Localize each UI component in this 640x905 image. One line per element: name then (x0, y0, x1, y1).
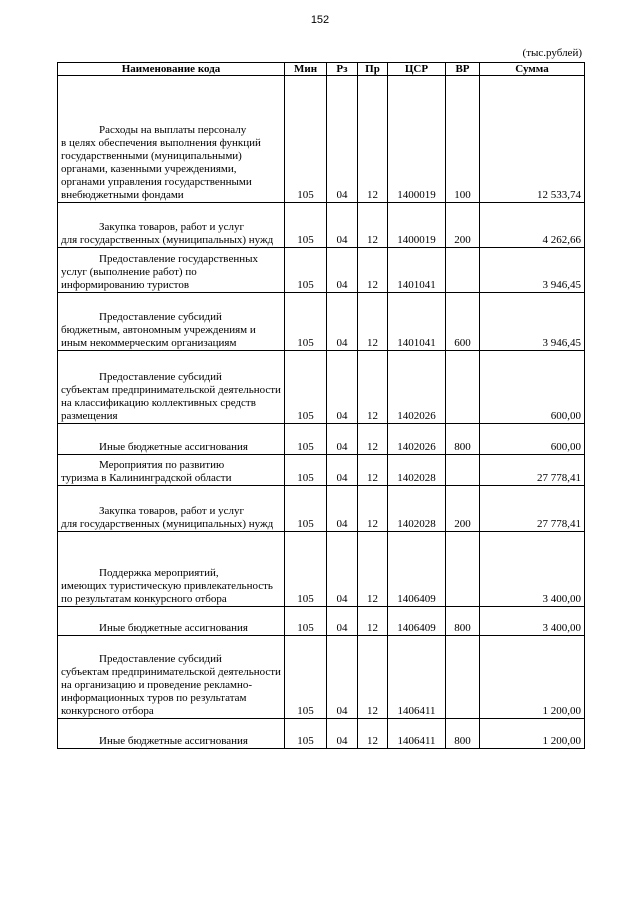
cell-rz: 04 (327, 719, 358, 749)
header-sum: Сумма (480, 63, 585, 76)
cell-min: 105 (285, 636, 327, 719)
cell-sum: 3 946,45 (480, 293, 585, 351)
cell-sum: 600,00 (480, 351, 585, 424)
cell-pr: 12 (358, 607, 388, 636)
table-header-row (58, 63, 585, 76)
table-row (58, 248, 585, 293)
cell-name (58, 248, 285, 293)
cell-min: 105 (285, 719, 327, 749)
cell-csr: 1400019 (388, 203, 446, 248)
cell-sum: 3 946,45 (480, 248, 585, 293)
cell-pr: 12 (358, 719, 388, 749)
cell-csr: 1400019 (388, 76, 446, 203)
cell-vr (446, 636, 480, 719)
table-row (58, 293, 585, 351)
cell-name-rest: туризма в Калининградской области (61, 472, 232, 484)
cell-sum: 600,00 (480, 424, 585, 455)
cell-name-first-line: Закупка товаров, работ и услуг (99, 505, 244, 517)
cell-name-first-line: Мероприятия по развитию (99, 459, 225, 471)
cell-name (58, 76, 285, 203)
cell-vr: 600 (446, 293, 480, 351)
units-label: (тыс.рублей) (522, 47, 582, 59)
cell-csr: 1406411 (388, 719, 446, 749)
cell-rz: 04 (327, 76, 358, 203)
cell-csr: 1402026 (388, 424, 446, 455)
cell-name (58, 424, 285, 455)
table-row (58, 424, 585, 455)
cell-name-first-line: Предоставление субсидий (99, 653, 222, 665)
header-vr: ВР (446, 63, 480, 76)
cell-min: 105 (285, 203, 327, 248)
cell-name-first-line: Иные бюджетные ассигнования (99, 622, 248, 634)
cell-csr: 1406409 (388, 607, 446, 636)
cell-name-rest: для государственных (муниципальных) нужд (61, 234, 274, 246)
header-pr: Пр (358, 63, 388, 76)
cell-pr: 12 (358, 248, 388, 293)
cell-name-rest: услуг (выполнение работ) по информированию туристов (61, 266, 197, 291)
table-row (58, 76, 585, 203)
cell-name-rest: в целях обеспечения выполнения функций государственными (муниципальными) органами, казенными учреждениями, органами управления государственными внебюджетными фондами (61, 137, 261, 201)
table-row (58, 486, 585, 532)
cell-name (58, 607, 285, 636)
cell-min: 105 (285, 455, 327, 486)
cell-min: 105 (285, 76, 327, 203)
table-row (58, 607, 585, 636)
cell-sum: 3 400,00 (480, 607, 585, 636)
cell-csr: 1402028 (388, 486, 446, 532)
cell-name-rest: имеющих туристическую привлекательность по результатам конкурсного отбора (61, 580, 273, 605)
table-row (58, 532, 585, 607)
cell-name (58, 351, 285, 424)
cell-sum: 12 533,74 (480, 76, 585, 203)
page-number: 152 (310, 14, 330, 26)
cell-name (58, 455, 285, 486)
cell-name-first-line: Иные бюджетные ассигнования (99, 441, 248, 453)
cell-vr: 800 (446, 719, 480, 749)
cell-min: 105 (285, 351, 327, 424)
cell-pr: 12 (358, 203, 388, 248)
cell-pr: 12 (358, 455, 388, 486)
cell-min: 105 (285, 532, 327, 607)
cell-pr: 12 (358, 76, 388, 203)
cell-pr: 12 (358, 424, 388, 455)
cell-sum: 27 778,41 (480, 455, 585, 486)
cell-rz: 04 (327, 203, 358, 248)
cell-min: 105 (285, 424, 327, 455)
cell-pr: 12 (358, 636, 388, 719)
cell-rz: 04 (327, 486, 358, 532)
cell-name-first-line: Иные бюджетные ассигнования (99, 735, 248, 747)
cell-pr: 12 (358, 532, 388, 607)
cell-name-first-line: Поддержка мероприятий, (99, 567, 219, 579)
cell-rz: 04 (327, 351, 358, 424)
cell-vr (446, 351, 480, 424)
cell-name (58, 293, 285, 351)
table-row (58, 719, 585, 749)
cell-pr: 12 (358, 486, 388, 532)
cell-name-rest: бюджетным, автономным учреждениям и иным некоммерческим организациям (61, 324, 256, 349)
cell-vr: 800 (446, 424, 480, 455)
cell-vr: 200 (446, 486, 480, 532)
cell-name-rest: субъектам предпринимательской деятельности на организацию и проведение рекламно-информационных туров по результатам конкурсного отбора (61, 666, 281, 717)
cell-sum: 27 778,41 (480, 486, 585, 532)
cell-name-first-line: Предоставление государственных (99, 253, 258, 265)
cell-pr: 12 (358, 351, 388, 424)
cell-vr: 100 (446, 76, 480, 203)
cell-rz: 04 (327, 532, 358, 607)
header-rz: Рз (327, 63, 358, 76)
budget-table (57, 62, 585, 749)
table-row (58, 636, 585, 719)
cell-rz: 04 (327, 607, 358, 636)
cell-vr: 800 (446, 607, 480, 636)
cell-rz: 04 (327, 455, 358, 486)
cell-sum: 3 400,00 (480, 532, 585, 607)
cell-name (58, 636, 285, 719)
cell-vr (446, 455, 480, 486)
header-csr: ЦСР (388, 63, 446, 76)
cell-name-rest: для государственных (муниципальных) нужд (61, 518, 274, 530)
cell-min: 105 (285, 293, 327, 351)
table-row (58, 203, 585, 248)
cell-csr: 1406411 (388, 636, 446, 719)
cell-min: 105 (285, 248, 327, 293)
cell-rz: 04 (327, 293, 358, 351)
cell-vr: 200 (446, 203, 480, 248)
cell-min: 105 (285, 607, 327, 636)
header-min: Мин (285, 63, 327, 76)
cell-csr: 1406409 (388, 532, 446, 607)
cell-rz: 04 (327, 636, 358, 719)
cell-sum: 4 262,66 (480, 203, 585, 248)
cell-csr: 1402026 (388, 351, 446, 424)
cell-name (58, 486, 285, 532)
cell-csr: 1402028 (388, 455, 446, 486)
cell-vr (446, 532, 480, 607)
cell-vr (446, 248, 480, 293)
cell-rz: 04 (327, 424, 358, 455)
cell-name (58, 532, 285, 607)
cell-pr: 12 (358, 293, 388, 351)
cell-name-first-line: Расходы на выплаты персоналу (99, 124, 247, 136)
cell-name-first-line: Закупка товаров, работ и услуг (99, 221, 244, 233)
table-row (58, 351, 585, 424)
table-row (58, 455, 585, 486)
cell-name (58, 719, 285, 749)
cell-csr: 1401041 (388, 293, 446, 351)
cell-csr: 1401041 (388, 248, 446, 293)
cell-min: 105 (285, 486, 327, 532)
cell-sum: 1 200,00 (480, 719, 585, 749)
cell-name (58, 203, 285, 248)
cell-name-first-line: Предоставление субсидий (99, 371, 222, 383)
header-name: Наименование кода (58, 63, 285, 76)
cell-rz: 04 (327, 248, 358, 293)
cell-sum: 1 200,00 (480, 636, 585, 719)
cell-name-rest: субъектам предпринимательской деятельности на классификацию коллективных средств размещения (61, 384, 281, 422)
cell-name-first-line: Предоставление субсидий (99, 311, 222, 323)
